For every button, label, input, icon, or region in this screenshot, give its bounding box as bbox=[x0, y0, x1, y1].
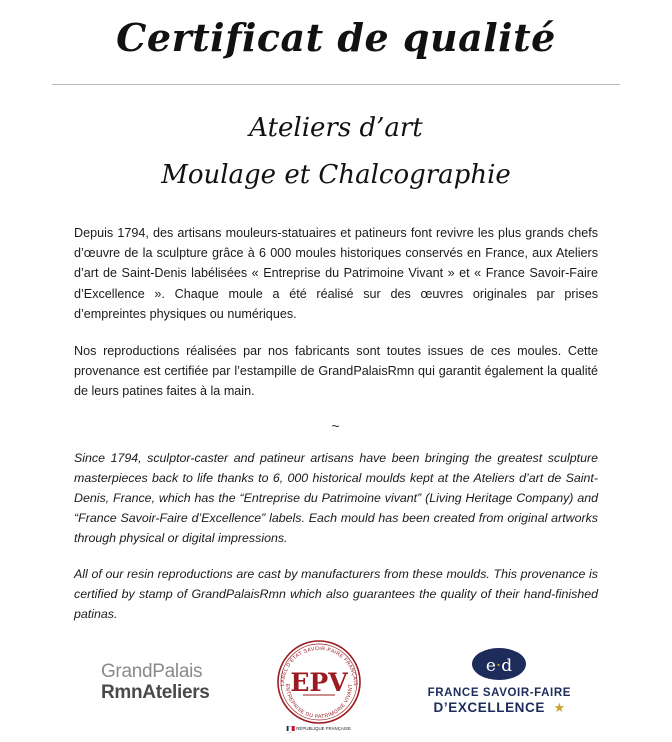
grandpalais-rmn-logo bbox=[101, 661, 210, 704]
star-icon: ★ bbox=[553, 700, 566, 715]
title-divider bbox=[52, 84, 620, 85]
section-separator: ~ bbox=[331, 417, 341, 434]
french-flag-icon bbox=[286, 726, 294, 731]
epv-stamp-icon bbox=[272, 635, 366, 729]
footer-logos bbox=[0, 634, 672, 730]
paragraph-fr-2: Nos reproductions réalisées par nos fabricants sont toutes issues de ces moules. Cette provenance est certifiée par l’estampille de GrandPalaisRmn qui garantit également la qualité de leurs patines faites à la main. bbox=[74, 343, 598, 399]
subtitle-block bbox=[48, 111, 624, 193]
republique-francaise-label bbox=[286, 726, 351, 731]
france-savoir-faire-logo bbox=[428, 647, 571, 717]
france-savoir-faire-line-1: FRANCE SAVOIR-FAIRE bbox=[427, 687, 572, 699]
svg-text:ENTREPRISE DU PATRIMOINE VIVAN: ENTREPRISE DU PATRIMOINE VIVANT bbox=[283, 683, 354, 721]
certificate-page bbox=[0, 14, 672, 742]
paragraph-en-1: Since 1794, sculptor-caster and patineur artisans have been bringing the greatest sculpture masterpieces back to life thanks to 6, 000 historical moulds kept at the Ateliers d’art de Saint-Denis, France, which has the “Entreprise du Patrimoine vivant” (Living Heritage Company) and “France Savoir-Faire d’Excellence” labels. Each mould has been created from original artworks through physical or digital impressions. bbox=[74, 450, 598, 546]
svg-text:LABEL D’ÉTAT SAVOIR-FAIRE FRAN: LABEL D’ÉTAT SAVOIR-FAIRE FRANÇAIS bbox=[279, 645, 358, 687]
svg-text:e·d: e·d bbox=[486, 656, 513, 676]
grandpalais-logo-line-2: RmnAteliers bbox=[100, 682, 210, 703]
ed-monogram-icon bbox=[471, 647, 527, 681]
page-title: Certificat de qualité bbox=[116, 15, 556, 60]
body-text bbox=[48, 223, 624, 625]
republique-francaise-text: RÉPUBLIQUE FRANÇAISE bbox=[296, 726, 351, 731]
svg-text:EPV: EPV bbox=[289, 668, 348, 697]
paragraph-en-2: All of our resin reproductions are cast by manufacturers from these moulds. This provenance is certified by stamp of GrandPalaisRmn which also guarantees the quality of their hand-finished patinas. bbox=[74, 567, 598, 622]
grandpalais-logo-line-1: GrandPalais bbox=[100, 660, 203, 682]
subtitle-line-2: Moulage et Chalcographie bbox=[161, 159, 511, 190]
france-savoir-faire-line-2: D’EXCELLENCE bbox=[433, 700, 545, 715]
subtitle-line-1: Ateliers d’art bbox=[249, 112, 423, 143]
paragraph-fr-1: Depuis 1794, des artisans mouleurs-statuaires et patineurs font revivre les plus grands chefs d’œuvre de la sculpture grâce à 6 000 moules historiques conservés en France, aux Ateliers d’art de Saint-Denis labélisées « Entreprise du Patrimoine Vivant » et « France Savoir-Faire d’Excellence ». Chaque moule a été réalisé sur des œuvres originales par prises d’empreintes physiques ou numériques. bbox=[74, 225, 598, 322]
